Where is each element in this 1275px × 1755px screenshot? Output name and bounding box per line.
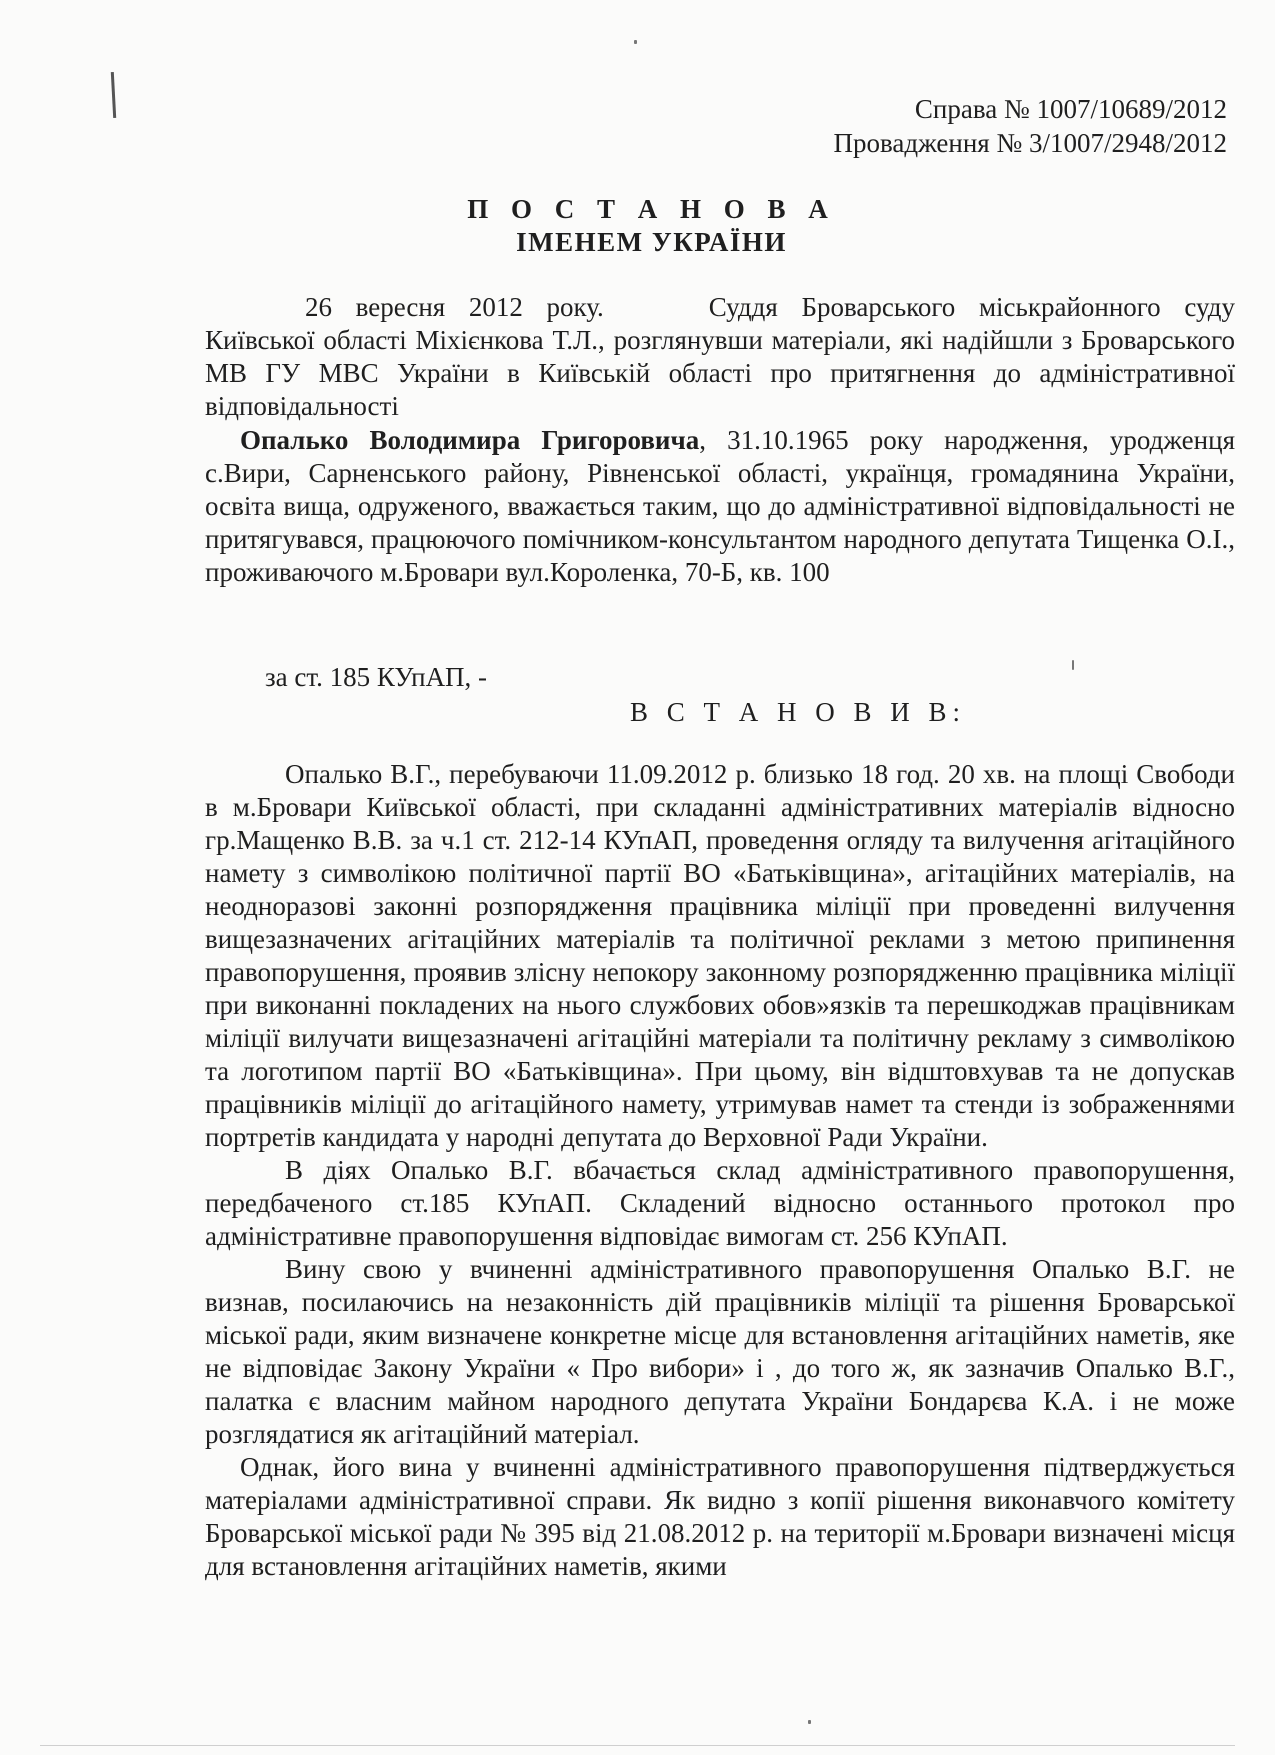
case-reference-block [834,92,1227,160]
document-title: П О С Т А Н О В А [467,194,836,224]
page-bottom-edge [40,1745,1235,1746]
body-paragraph: В діях Опалько В.Г. вбачається склад адміністративного правопорушення, передбаченого ст.185 КУпАП. Складений відносно останнього протокол про адміністративне правопорушення відповідає вимогам ст. 256 КУпАП. [205,1155,1235,1251]
decision-date: 26 вересня 2012 року. [305,292,604,322]
person-name: Опалько Володимира Григоровича [240,425,700,455]
scan-speck [808,1720,811,1724]
intro-text: Суддя Броварського міськрайонного суду Київської області Міхієнкова Т.Л., розглянувши матеріали, які надійшли з Броварського МВ ГУ МВС України в Київській області про притягнення до адміністративної відповідальності [205,292,1235,421]
handwritten-margin-mark [111,72,116,118]
body-paragraph: Вину свою у вчиненні адміністративного правопорушення Опалько В.Г. не визнав, посилаючись на незаконність дій працівників міліції та рішення Броварської міської ради, яким визначене конкретне місце для встановлення агітаційних наметів, яке не відповідає Закону України « Про вибори» і , до того ж, як зазначив Опалько В.Г., палатка є власним майном народного депутата України Бондарєва К.А. і не може розглядатися як агітаційний матеріал. [205,1254,1235,1449]
document-subtitle: ІМЕНЕМ УКРАЇНИ [516,227,787,257]
scan-speck [634,40,637,44]
article-reference: за ст. 185 КУпАП, - [265,662,488,692]
person-details: , 31.10.1965 року народження, уродженця с.Вири, Сарненського району, Рівненської області, українця, громадянина України, освіта вища, одруженого, вважається таким, що до адміністративної відповідальності не притягувався, працюючого помічником-консультантом народного депутата Тищенка О.І., проживаючого м.Бровари вул.Короленка, 70-Б, кв. 100 [205,425,1235,587]
body-paragraph: Однак, його вина у вчиненні адміністративного правопорушення підтверджується матеріалами адміністративної справи. Як видно з копії рішення виконавчого комітету Броварської міської ради № 395 від 21.08.2012 р. на території м.Бровари визначені місця для встановлення агітаційних наметів, якими [205,1452,1235,1581]
body-paragraph: Опалько В.Г., перебуваючи 11.09.2012 р. близько 18 год. 20 хв. на площі Свободи в м.Бровари Київської області, при складанні адміністративних матеріалів відносно гр.Мащенко В.В. за ч.1 ст. 212-14 КУпАП, проведення огляду та вилучення агітаційного намету з символікою політичної партії ВО «Батьківщина», агітаційних матеріалів, на неодноразові законні розпорядження працівника міліції при проведенні вилучення вищезазначених агітаційних матеріалів та політичної реклами з метою припинення правопорушення, проявив злісну непокору законному розпорядженню працівника міліції при виконанні покладених на нього службових обов»язків та перешкоджав працівникам міліції вилучати вищезазначені агітаційні матеріали та політичну рекламу з символікою та логотипом партії ВО «Батьківщина». При цьому, він відштовхував та не допускав працівників міліції до агітаційного намету, утримував намет та стенди із зображеннями портретів кандидата у народні депутата до Верховної Ради України. [205,759,1235,1152]
person-paragraph [205,424,1235,589]
intro-paragraph [205,291,1235,423]
proceeding-number: Провадження № 3/1007/2948/2012 [833,128,1227,158]
body-text [205,758,1235,1583]
case-number: Справа № 1007/10689/2012 [914,94,1227,124]
section-title: В С Т А Н О В И В: [630,697,967,727]
scan-speck [1072,660,1074,670]
